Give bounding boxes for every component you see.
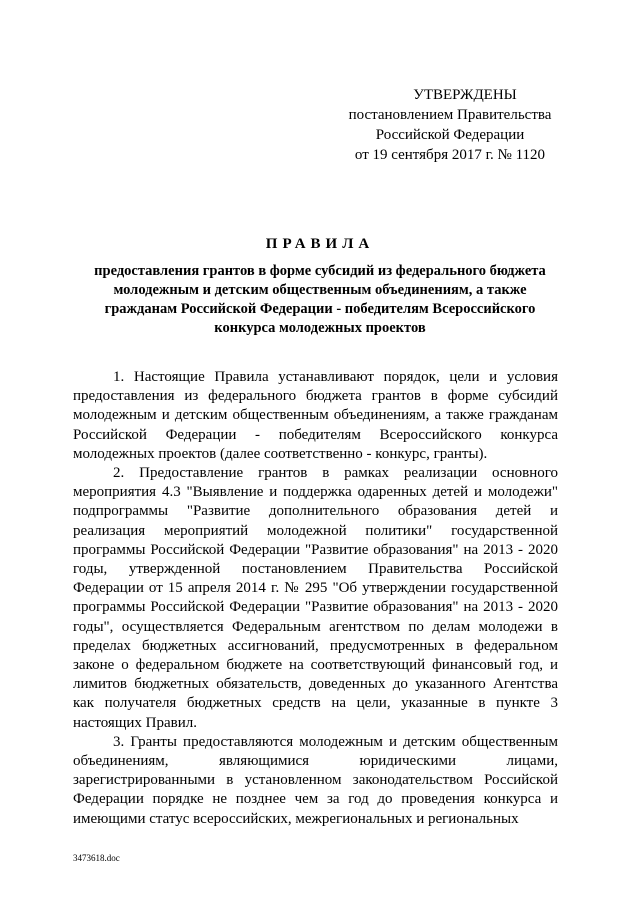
subtitle-line-4: конкурса молодежных проектов bbox=[214, 320, 426, 336]
file-name-label: 3473618.doc bbox=[73, 853, 120, 863]
paragraph-1: 1. Настоящие Правила устанавливают порядок, цели и условия предоставления из федерального бюджета грантов в форме субсидий молодежным и детским общественным объединениям, а также гражданам Российской Федерации - победителям Всероссийского конкурса молодежных проектов (далее соответственно - конкурс, гранты). bbox=[73, 369, 558, 462]
paragraph-3: 3. Гранты предоставляются молодежным и детским общественным объединениям, являющимися юридическими лицами, зарегистрированными в установленном законодательством Российской Федерации порядке не позднее чем за год до проведения конкурса и имеющими статус всероссийских, межрегиональных и региональных bbox=[73, 733, 558, 827]
subtitle-line-2: молодежным и детским общественным объединениям, а также bbox=[113, 282, 527, 298]
approval-line-2: Российской Федерации bbox=[375, 127, 525, 143]
document-body bbox=[73, 368, 558, 829]
subtitle-line-3: гражданам Российской Федерации - победителям Всероссийского bbox=[104, 301, 536, 317]
approval-line-3: от 19 сентября 2017 г. № 1120 bbox=[354, 147, 546, 163]
document-title: ПРАВИЛА bbox=[265, 236, 375, 252]
approval-line-1: постановлением Правительства bbox=[348, 107, 552, 123]
paragraph-2: 2. Предоставление грантов в рамках реализации основного мероприятия 4.3 "Выявление и поддержка одаренных детей и молодежи" подпрограммы "Развитие дополнительного образования детей и реализация мероприятий молодежной политики" государственной программы Российской Федерации "Развитие образования" на 2013 - 2020 годы, утвержденной постановлением Правительства Российской Федерации от 15 апреля 2014 г. № 295 "Об утверждении государственной программы Российской Федерации "Развитие образования" на 2013 - 2020 годы", осуществляется Федеральным агентством по делам молодежи в пределах бюджетных ассигнований, предусмотренных в федеральном законе о федеральном бюджете на соответствующий финансовый год, и лимитов бюджетных обязательств, доведенных до указанного Агентства как получателя бюджетных средств на цели, указанные в пункте 3 настоящих Правил. bbox=[73, 465, 558, 731]
approval-stamp bbox=[330, 85, 570, 165]
document-subtitle bbox=[80, 262, 560, 338]
approval-heading: УТВЕРЖДЕНЫ bbox=[413, 87, 517, 103]
subtitle-line-1: предоставления грантов в форме субсидий из федерального бюджета bbox=[94, 263, 546, 279]
